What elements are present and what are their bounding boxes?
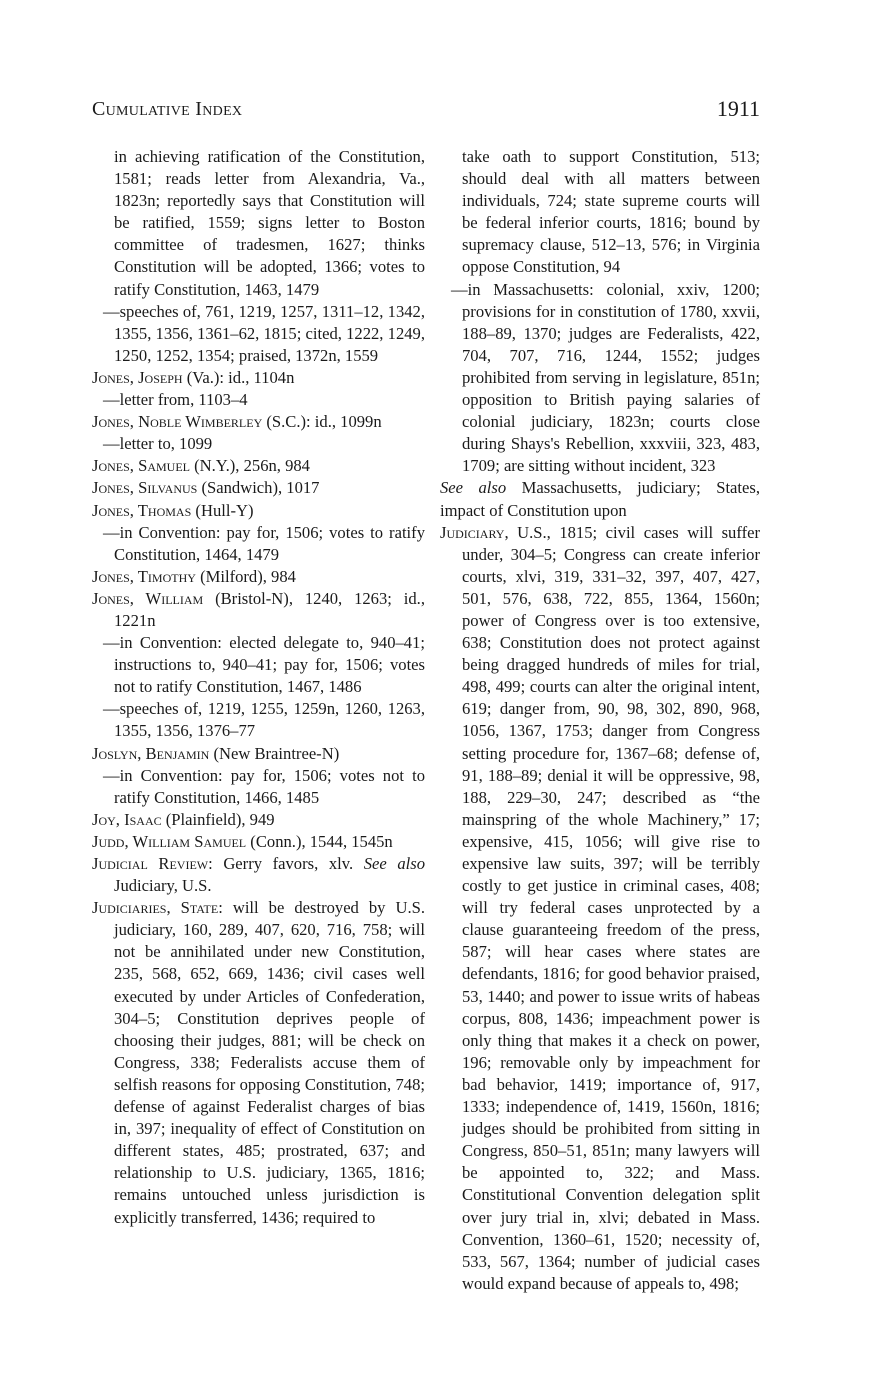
index-entry: Joslyn, Benjamin (New Braintree-N): [92, 743, 340, 763]
index-entry: Jones, Noble Wimberley (S.C.): id., 1099n: [92, 412, 382, 432]
index-subentry: —in Massachusetts: colonial, xxiv, 1200; provisions for in constitution of 1780, xxvii, 188–89, 1370; judges are Federalists, 422, 704, 707, 716, 1244, 1552; judges prohibited from serving in legislature, 851n; opposition to British paying salaries of colonial judiciary, 1823n; courts close during Shays's Rebellion, xxxviii, 323, 483, 1709; are sitting without incident, 323: [451, 279, 760, 476]
entry-name: Joy, Isaac: [92, 809, 162, 829]
entry-name: Judiciary, U.S.: [440, 522, 547, 542]
see-also-ref: See also: [440, 478, 507, 498]
entry-name: Judiciaries, State: [92, 898, 219, 918]
left-column: [92, 146, 425, 1229]
entry-name: Jones, William: [92, 588, 204, 608]
entry-name: Jones, Silvanus: [92, 478, 198, 498]
index-subentry: —in Convention: elected delegate to, 940–41; instructions to, 940–41; pay for, 1506; votes not to ratify Constitution, 1467, 1486: [103, 633, 425, 697]
index-subentry: —speeches of, 761, 1219, 1257, 1311–12, 1342, 1355, 1356, 1361–62, 1815; cited, 1222, 1249, 1250, 1252, 1354; praised, 1372n, 1559: [103, 301, 425, 365]
index-entry: Judiciaries, State: will be destroyed by U.S. judiciary, 160, 289, 407, 620, 716, 758; will not be annihilated under new Constitution, 235, 568, 652, 669, 1436; civil cases well executed by under Articles of Confederation, 304–5; Constitution deprives people of choosing their judges, 881; will be check on Congress, 338; Federalists accuse them of selfish reasons for opposing Constitution, 748; defense of against Federalist charges of bias in, 397; inequality of effect of Constitution on different states, 485; prostrated, 637; and relationship to U.S. judiciary, 1365, 1816; remains untouched unless jurisdiction is explicitly transferred, 1436; required to: [92, 898, 425, 1227]
entry-name: Jones, Noble Wimberley: [92, 412, 263, 432]
index-entry: Jones, Thomas (Hull-Y): [92, 500, 254, 520]
running-head-title: Cumulative Index: [92, 98, 243, 120]
entry-name: Joslyn, Benjamin: [92, 743, 210, 763]
index-subentry: —letter from, 1103–4: [103, 390, 248, 410]
index-entry: Jones, Silvanus (Sandwich), 1017: [92, 478, 320, 498]
see-also-ref: See also: [363, 854, 426, 873]
page-header: [92, 98, 760, 128]
index-entry: Judd, William Samuel (Conn.), 1544, 1545n: [92, 831, 393, 851]
entry-name: Judicial Review: [92, 854, 209, 873]
index-entry: Judicial Review: Gerry favors, xlv. See also Judiciary, U.S.: [92, 854, 426, 896]
index-entry: Joy, Isaac (Plainfield), 949: [92, 809, 275, 829]
entry-name: Jones, Thomas: [92, 500, 192, 520]
index-entry: Jones, Timothy (Milford), 984: [92, 566, 296, 586]
entry-name: Jones, Timothy: [92, 566, 196, 586]
page-number: 1911: [716, 96, 760, 121]
index-subentry: —speeches of, 1219, 1255, 1259n, 1260, 1263, 1355, 1356, 1376–77: [103, 699, 425, 741]
right-column: [440, 146, 760, 1295]
entry-name: Jones, Samuel: [92, 456, 190, 476]
entry-name: Jones, Joseph: [92, 367, 183, 387]
index-subentry: —in Convention: pay for, 1506; votes to ratify Constitution, 1464, 1479: [103, 522, 425, 564]
index-entry: Jones, Samuel (N.Y.), 256n, 984: [92, 456, 310, 476]
index-entry: Jones, William (Bristol-N), 1240, 1263; id., 1221n: [92, 588, 425, 630]
entry-name: Judd, William Samuel: [92, 831, 247, 851]
index-entry: take oath to support Constitution, 513; should deal with all matters between individuals, 724; state supreme courts will be federal inferior courts, 1816; bound by supremacy clause, 512–13, 576; in Virginia oppose Constitution, 94: [462, 147, 760, 277]
index-entry: Judiciary, U.S., 1815; civil cases will suffer under, 304–5; Congress can create inferior courts, xlvi, 319, 331–32, 397, 407, 427, 501, 576, 638, 722, 855, 1364, 1560n; power of Congress over is too extensive, 638; Constitution does not protect against being dragged hundreds of miles for trial, 498, 499; courts can alter the original intent, 619; danger from, 90, 98, 302, 890, 968, 1056, 1367, 1753; danger from Congress setting procedure for, 1367–68; defense of, 91, 188–89; denial it will be oppressive, 98, 188, 229–30, 247; described as “the mainspring of the whole Machinery,” 17; expensive, 415, 1056; will give rise to expensive law suits, 397; will be terribly costly to get justice in criminal cases, 408; will try federal cases unprotected by a clause guaranteeing freedom of the press, 587; will hear cases where states are defendants, 1816; for good behavior praised, 53, 1440; and power to issue writs of habeas corpus, 808, 1436; impeachment power is only thing that makes it a check on power, 196; removable only by impeachment for bad behavior, 1419; importance of, 917, 1333; independence of, 1419, 1560n, 1816; judges should be prohibited from sitting in Congress, 850–51, 851n; many lawyers will be appointed to, 322; and Mass. Constitutional Convention delegation split over jury trial in, xlvi; debated in Mass. Convention, 1360–61, 1520; necessity of, 533, 567, 1364; number of judicial cases would expand because of appeals to, 498;: [440, 522, 760, 1293]
index-entry: Jones, Joseph (Va.): id., 1104n: [92, 367, 295, 387]
index-subentry: —letter to, 1099: [103, 434, 213, 454]
see-also-entry: See also Massachusetts, judiciary; States, impact of Constitution upon: [440, 478, 760, 520]
index-subentry: —in Convention: pay for, 1506; votes not to ratify Constitution, 1466, 1485: [103, 765, 425, 807]
index-entry: in achieving ratification of the Constitution, 1581; reads letter from Alexandria, Va., 1823n; reportedly says that Constitution will be ratified, 1559; signs letter to Boston committee of tradesmen, 1627; thinks Constitution will be adopted, 1366; votes to ratify Constitution, 1463, 1479: [114, 147, 425, 299]
